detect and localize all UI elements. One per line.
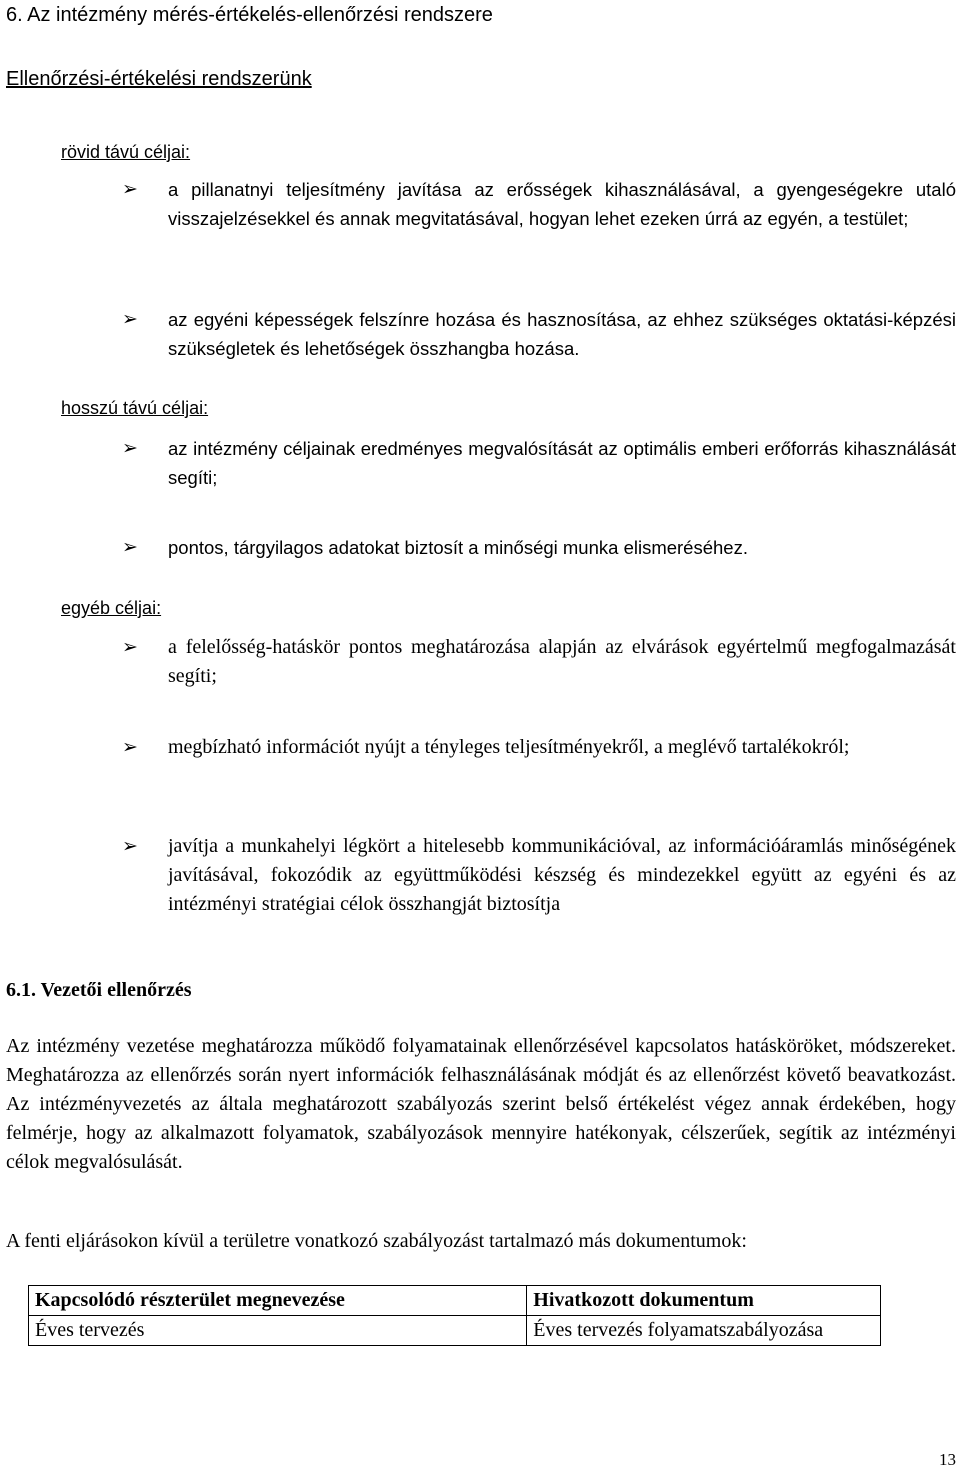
list-item-text: a pillanatnyi teljesítmény javítása az erősségek kihasználásával, a gyengeségekre utaló visszajelzésekkel és annak megvitatásával, hogyan lehet ezeken úrrá az egyén, a testület; bbox=[168, 179, 956, 229]
list-item-text: megbízható információt nyújt a tényleges teljesítményekről, a meglévő tartalékokról; bbox=[168, 736, 850, 758]
list-item bbox=[122, 175, 956, 233]
arrow-bullet-icon: ➢ bbox=[122, 437, 138, 459]
table-header-cell: Kapcsolódó részterület megnevezése bbox=[29, 1286, 527, 1316]
paragraph: A fenti eljárásokon kívül a területre vonatkozó szabályozást tartalmazó más dokumentumok: bbox=[6, 1230, 747, 1252]
list-item-text: a felelősség-hatáskör pontos meghatározása alapján az elvárások egyértelmű megfogalmazását segíti; bbox=[168, 636, 956, 687]
arrow-bullet-icon: ➢ bbox=[122, 636, 138, 658]
table-cell: Éves tervezés folyamatszabályozása bbox=[527, 1316, 881, 1346]
paragraph: Az intézmény vezetése meghatározza működő folyamatainak ellenőrzésével kapcsolatos hatásköröket, módszereket. Meghatározza az ellenőrzés során nyert információk felhasználásának módját és az ellenőrzést követő beavatkozást. Az intézményvezetés az általa meghatározott szabályozás szerint belső értékelést végez annak érdekében, hogy felmérje, hogy az alkalmazott folyamatok, szabályozások mennyire hatékonyak, célszerűek, segítik az intézményi célok megvalósulását. bbox=[6, 1035, 956, 1173]
list-item bbox=[122, 434, 956, 492]
table-header-cell: Hivatkozott dokumentum bbox=[527, 1286, 881, 1316]
arrow-bullet-icon: ➢ bbox=[122, 308, 138, 330]
table-header-row bbox=[29, 1286, 881, 1316]
short-term-label: rövid távú céljai: bbox=[61, 142, 191, 162]
chapter-heading: 6. Az intézmény mérés-értékelés-ellenőrzési rendszere bbox=[6, 4, 493, 26]
table-row bbox=[29, 1316, 881, 1346]
table-cell: Éves tervezés bbox=[29, 1316, 527, 1346]
list-item bbox=[122, 733, 956, 762]
list-item-text: javítja a munkahelyi légkört a hitelesebb kommunikációval, az információáramlás minőségének javításával, fokozódik az együttműködési készség és mindezekkel együtt az egyéni és az intézményi stratégiai célok összhangját biztosítja bbox=[168, 835, 956, 915]
subheading: Ellenőrzési-értékelési rendszerünk bbox=[6, 68, 312, 90]
list-item-text: pontos, tárgyilagos adatokat biztosít a minőségi munka elismeréséhez. bbox=[168, 537, 748, 558]
list-item bbox=[122, 533, 956, 562]
arrow-bullet-icon: ➢ bbox=[122, 835, 138, 857]
list-item bbox=[122, 832, 956, 919]
long-term-label: hosszú távú céljai: bbox=[61, 398, 209, 418]
other-goals-label: egyéb céljai: bbox=[61, 598, 162, 618]
page-number: 13 bbox=[939, 1450, 956, 1469]
list-item bbox=[122, 305, 956, 363]
arrow-bullet-icon: ➢ bbox=[122, 536, 138, 558]
section-title: 6.1. Vezetői ellenőrzés bbox=[6, 979, 192, 1001]
reference-table bbox=[28, 1285, 881, 1346]
list-item-text: az intézmény céljainak eredményes megvalósítását az optimális emberi erőforrás kihasználását segíti; bbox=[168, 438, 956, 488]
arrow-bullet-icon: ➢ bbox=[122, 178, 138, 200]
list-item-text: az egyéni képességek felszínre hozása és hasznosítása, az ehhez szükséges oktatási-képzési szükségletek és lehetőségek összhangba hozása. bbox=[168, 309, 956, 359]
list-item bbox=[122, 633, 956, 691]
arrow-bullet-icon: ➢ bbox=[122, 736, 138, 758]
